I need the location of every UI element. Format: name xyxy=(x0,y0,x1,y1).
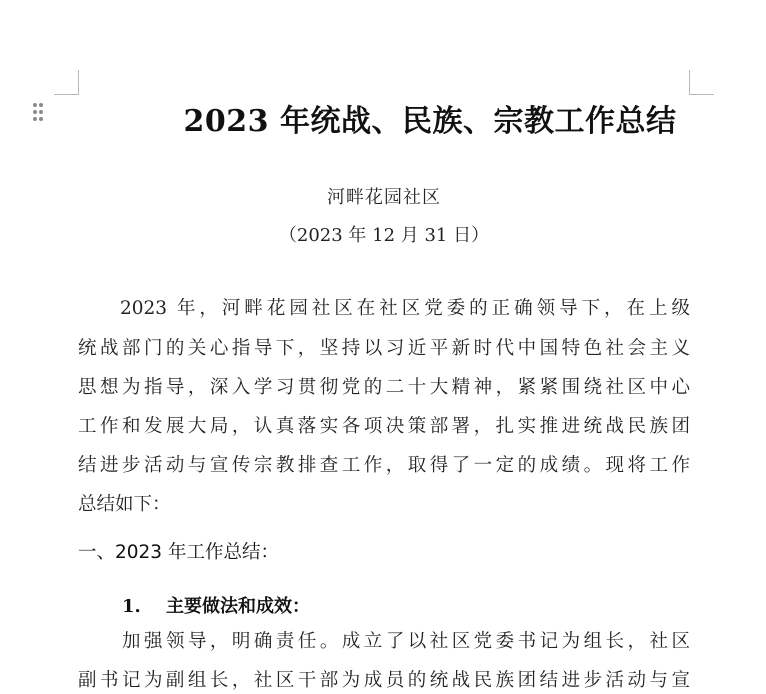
paragraph-line: 总结如下： xyxy=(78,494,171,515)
paragraph-line: 工作和发展大局，认真落实各项决策部署，扎实推进统战民族团 xyxy=(78,416,690,437)
section-heading: 一、2023 年工作总结： xyxy=(78,542,279,563)
paragraph-line: 副书记为副组长，社区干部为成员的统战民族团结进步活动与宣 xyxy=(78,670,690,691)
organization-name: 河畔花园社区 xyxy=(327,187,441,208)
subsection-heading xyxy=(122,592,310,618)
paragraph-line: 2023 年，河畔花园社区在社区党委的正确领导下，在上级 xyxy=(120,298,690,319)
paragraph-line: 加强领导，明确责任。成立了以社区党委书记为组长，社区 xyxy=(122,631,690,652)
paragraph-line: 统战部门的关心指导下，坚持以习近平新时代中国特色社会主义 xyxy=(78,338,690,359)
page-corner-mark-top-right xyxy=(689,70,714,95)
paragraph-line: 思想为指导，深入学习贯彻党的二十大精神，紧紧围绕社区中心 xyxy=(78,377,690,398)
document-title: 2023 年统战、民族、宗教工作总结 xyxy=(183,104,677,139)
document-date: （2023 年 12 月 31 日） xyxy=(278,225,490,246)
subsection-number: 1. xyxy=(122,596,141,617)
drag-handle-icon[interactable] xyxy=(31,103,45,123)
paragraph-line: 结进步活动与宣传宗教排查工作，取得了一定的成绩。现将工作 xyxy=(78,455,690,476)
page-corner-mark-top-left xyxy=(54,70,79,95)
subsection-title: 主要做法和成效： xyxy=(166,596,310,617)
